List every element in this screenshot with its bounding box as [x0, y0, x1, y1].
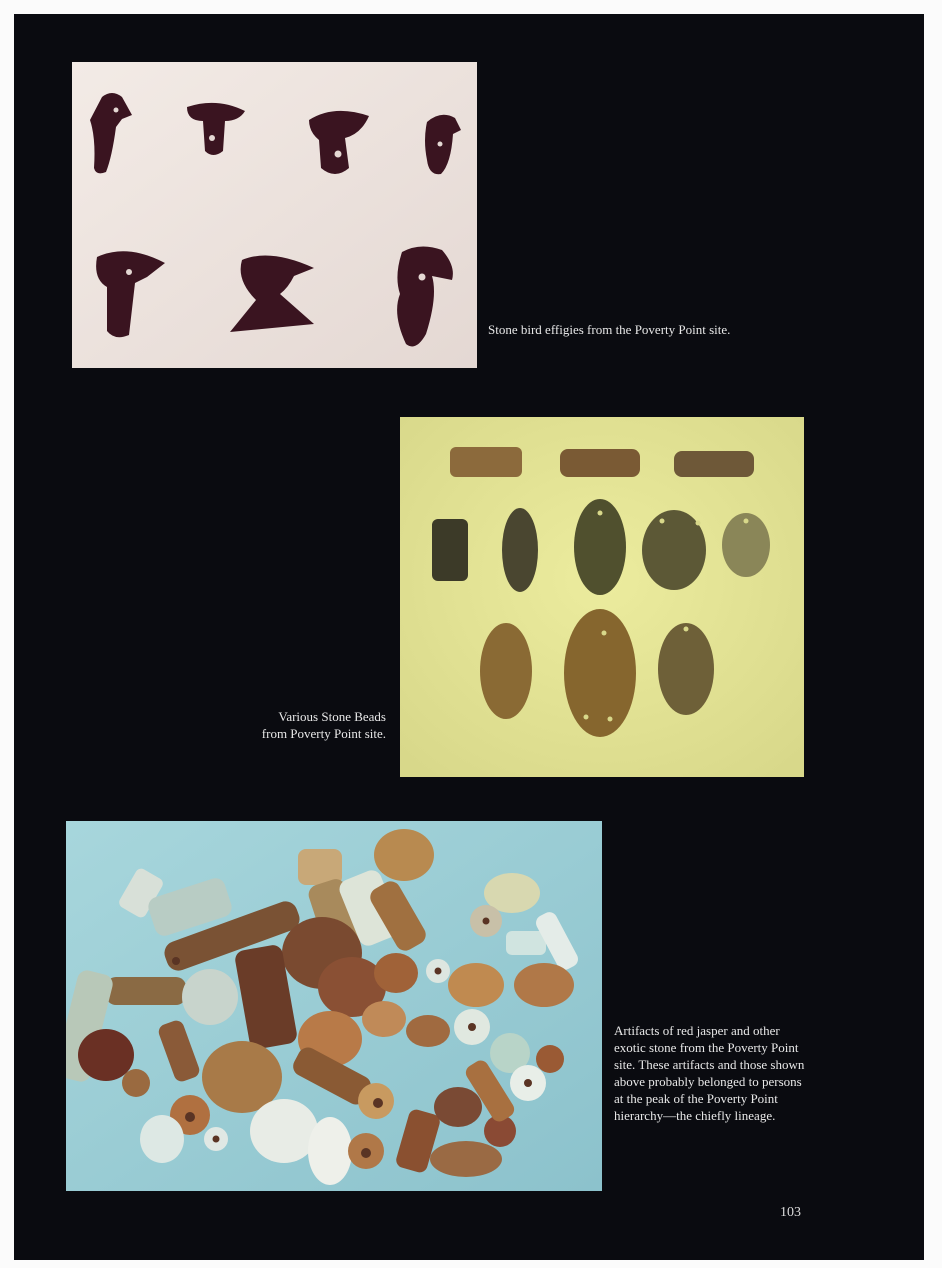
jasper-artifacts-illustration [66, 821, 602, 1191]
stone-beads-illustration [400, 417, 804, 777]
page-number: 103 [780, 1205, 801, 1220]
bird-effigies-illustration [72, 62, 477, 368]
page [14, 14, 924, 1260]
caption-stone-beads [214, 708, 386, 742]
stone-beads-photo [400, 417, 804, 777]
caption-jasper-artifacts: Artifacts of red jasper and other exotic stone from the Poverty Point site. These artifacts and those shown above probably belonged to persons at the peak of the Poverty Point hierarchy—the chiefly lineage. [614, 1023, 805, 1123]
caption-stone-beads-line-1: Various Stone Beads [278, 709, 386, 724]
caption-stone-beads-line-2: from Poverty Point site. [261, 726, 386, 741]
jasper-artifacts-photo [66, 821, 602, 1191]
bird-effigies-photo [72, 62, 477, 368]
caption-bird-effigies: Stone bird effigies from the Poverty Point site. [488, 322, 731, 337]
